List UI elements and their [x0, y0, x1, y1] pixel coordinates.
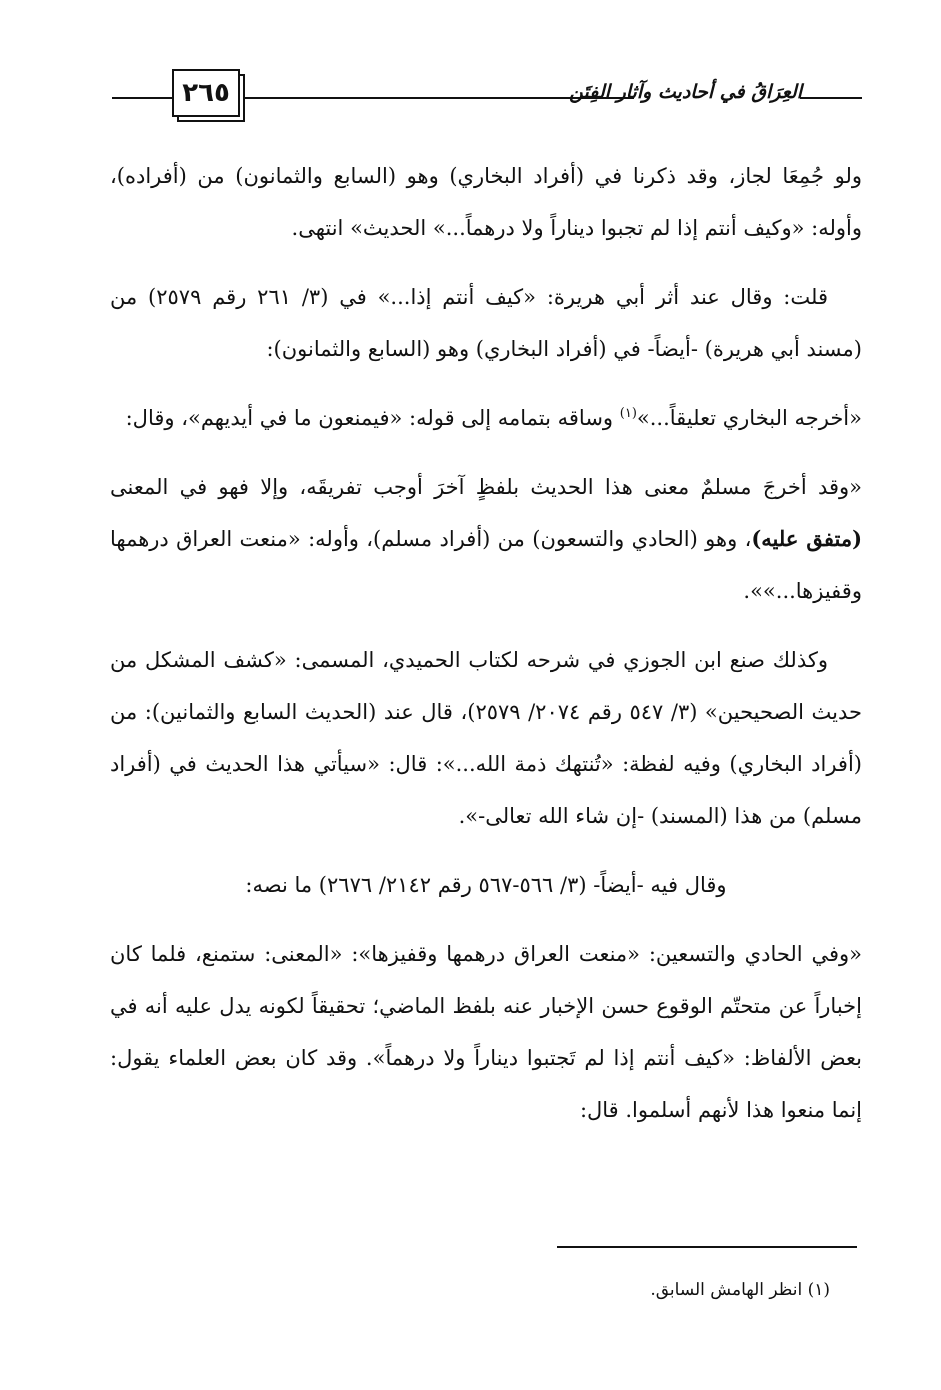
footnote-separator: [557, 1246, 857, 1248]
header-rule-right: [800, 97, 862, 99]
paragraph-4: [110, 461, 862, 617]
paragraph-1: ولو جُمِعَا لجاز، وقد ذكرنا في (أفراد البخاري) وهو (السابع والثمانون) من (أفراده)، وأوله: «وكيف أنتم إذا لم تجبوا ديناراً ولا درهماً...» الحديث» انتهى.: [110, 164, 862, 240]
footnote-marker: (١): [619, 406, 637, 421]
paragraph-4-part-a: «وقد أخرجَ مسلمٌ معنى هذا الحديث بلفظٍ آخرَ أوجب تفريقَه، وإلا فهو في المعنى: [110, 475, 862, 499]
paragraph-6: وقال فيه -أيضاً- (٣/ ٥٦٦-٥٦٧ رقم ٢١٤٢/ ٢٦٧٦) ما نصه:: [245, 873, 727, 897]
main-text: [110, 150, 862, 1153]
paragraph-7: «وفي الحادي والتسعين: «منعت العراق درهمها وقفيزها»: «المعنى: ستمنع، فلما كان إخباراً عن متحتّم الوقوع حسن الإخبار عنه بلفظ الماضي؛ تحقيقاً لكونه يدل عليه أنه في بعض الألفاظ: «كيف أنتم إذا لم تَجتبوا ديناراً ولا درهماً». وقد كان بعض العلماء يقول: إنما منعوا هذا لأنهم أسلموا. قال:: [110, 942, 862, 1122]
page-number: ٢٦٥: [172, 69, 240, 117]
header-rule-left: [112, 97, 177, 99]
paragraph-3: [110, 392, 862, 444]
paragraph-3-quote: «أخرجه البخاري تعليقاً...»: [636, 406, 862, 430]
paragraph-2: قلت: وقال عند أثر أبي هريرة: «كيف أنتم إذا...» في (٣/ ٢٦١ رقم ٢٥٧٩) من (مسند أبي هريرة) -أيضاً- في (أفراد البخاري) وهو (السابع والثمانون):: [110, 285, 862, 361]
paragraph-4-part-b: ، وهو (الحادي والتسعون) من (أفراد مسلم)، وأوله: «منعت العراق درهمها وقفيزها...»».: [110, 527, 862, 603]
paragraph-5: وكذلك صنع ابن الجوزي في شرحه لكتاب الحميدي، المسمى: «كشف المشكل من حديث الصحيحين» (٣/ ٥٤٧ رقم ٢٠٧٤/ ٢٥٧٩)، قال عند (الحديث السابع والثمانين): من (أفراد البخاري) وفيه لفظة: «تُنتهك ذمة الله...»: قال: «سيأتي هذا الحديث في (أفراد مسلم) من هذا (المسند) -إن شاء الله تعالى-».: [110, 648, 862, 828]
page-header: [0, 60, 941, 140]
running-title: العِرَاقُ في أحاديث وآثار الفِتَن: [569, 81, 802, 103]
footnote: (١) انظر الهامش السابق.: [650, 1280, 830, 1300]
paragraph-3-rest: وساقه بتمامه إلى قوله: «فيمنعون ما في أيديهم»، وقال:: [125, 406, 620, 430]
paragraph-4-bold: (متفق عليه): [751, 526, 863, 551]
